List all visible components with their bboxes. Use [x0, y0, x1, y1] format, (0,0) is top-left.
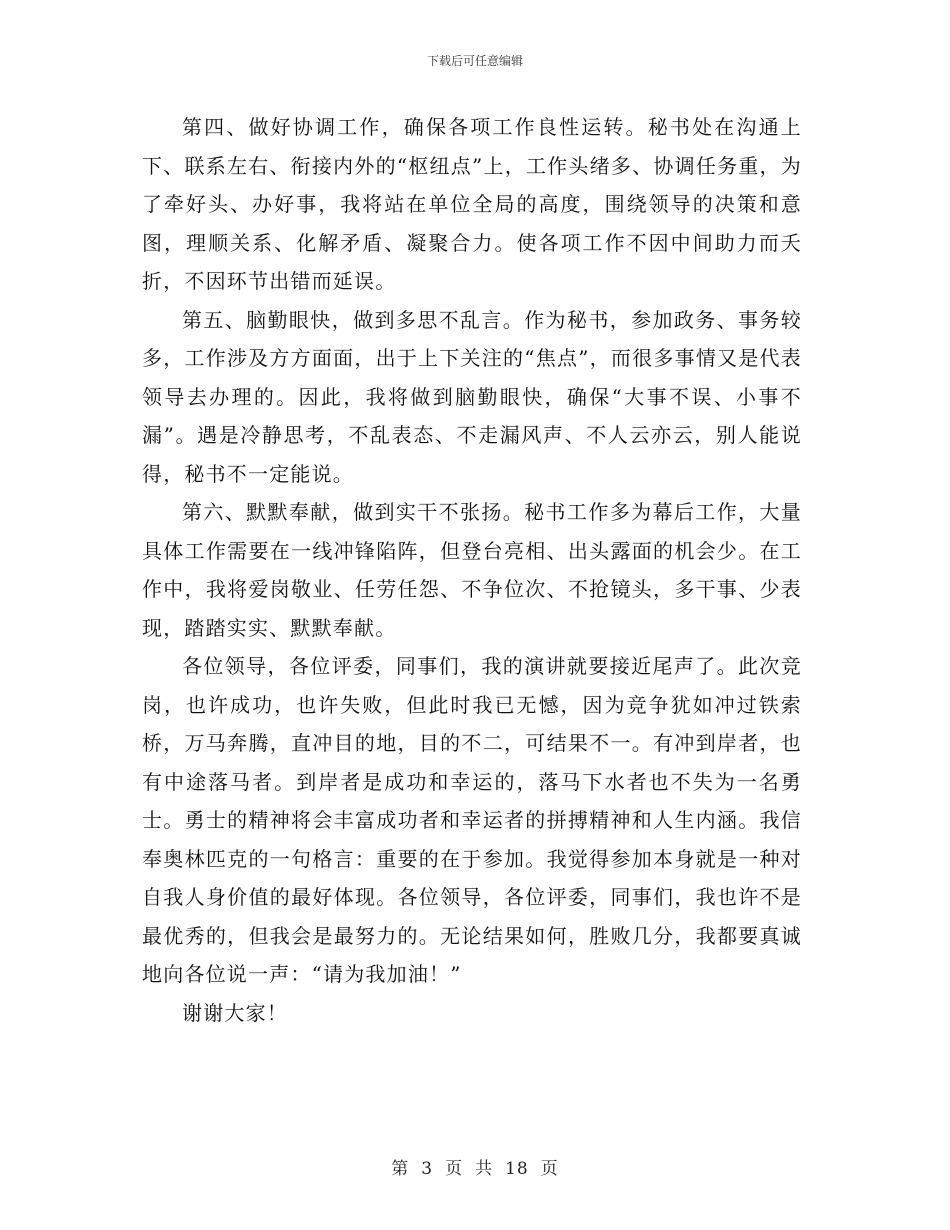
- footer-total-pages: 18: [505, 1159, 529, 1179]
- document-body: [142, 108, 802, 1032]
- paragraph-coordination: 第四、做好协调工作，确保各项工作良性运转。秘书处在沟通上下、联系左右、衔接内外的“枢纽点”上，工作头绪多、协调任务重，为了牵好头、办好事，我将站在单位全局的高度，围绕领导的决策和意图，理顺关系、化解矛盾、凝聚合力。使各项工作不因中间助力而夭折，不因环节出错而延误。: [142, 115, 802, 293]
- paragraph-diligence: 第五、脑勤眼快，做到多思不乱言。作为秘书，参加政务、事务较多，工作涉及方方面面，出于上下关注的“焦点”，而很多事情又是代表领导去办理的。因此，我将做到脑勤眼快，确保“大事不误、小事不漏”。遇是冷静思考，不乱表态、不走漏风声、不人云亦云，别人能说得，秘书不一定能说。: [142, 307, 802, 486]
- footer-suffix: 页: [540, 1159, 559, 1179]
- footer-total-word: 共: [475, 1159, 494, 1179]
- paragraph-dedication: 第六、默默奉献，做到实干不张扬。秘书工作多为幕后工作，大量具体工作需要在一线冲锋陷阵，但登台亮相、出头露面的机会少。在工作中，我将爱岗敬业、任劳任怨、不争位次、不抢镜头，多干事、少表现，踏踏实实、默默奉献。: [142, 500, 802, 640]
- page-footer: [0, 1154, 950, 1179]
- footer-page-word: 页: [445, 1159, 464, 1179]
- footer-prefix: 第: [391, 1159, 410, 1179]
- page-header: 下载后可任意编辑: [426, 54, 523, 68]
- paragraph-thanks: 谢谢大家！: [182, 1000, 288, 1025]
- footer-current-page: 3: [421, 1159, 434, 1179]
- paragraph-closing: 各位领导，各位评委，同事们，我的演讲就要接近尾声了。此次竞岗，也许成功，也许失败，但此时我已无憾，因为竞争犹如冲过铁索桥，万马奔腾，直冲目的地，目的不二，可结果不一。有冲到岸者，也有中途落马者。到岸者是成功和幸运的，落马下水者也不失为一名勇士。勇士的精神将会丰富成功者和幸运者的拼搏精神和人生内涵。我信奉奥林匹克的一句格言：重要的在于参加。我觉得参加本身就是一种对自我人身价值的最好体现。各位领导，各位评委，同事们，我也许不是最优秀的，但我会是最努力的。无论结果如何，胜败几分，我都要真诚地向各位说一声：“请为我加油！”: [142, 654, 802, 986]
